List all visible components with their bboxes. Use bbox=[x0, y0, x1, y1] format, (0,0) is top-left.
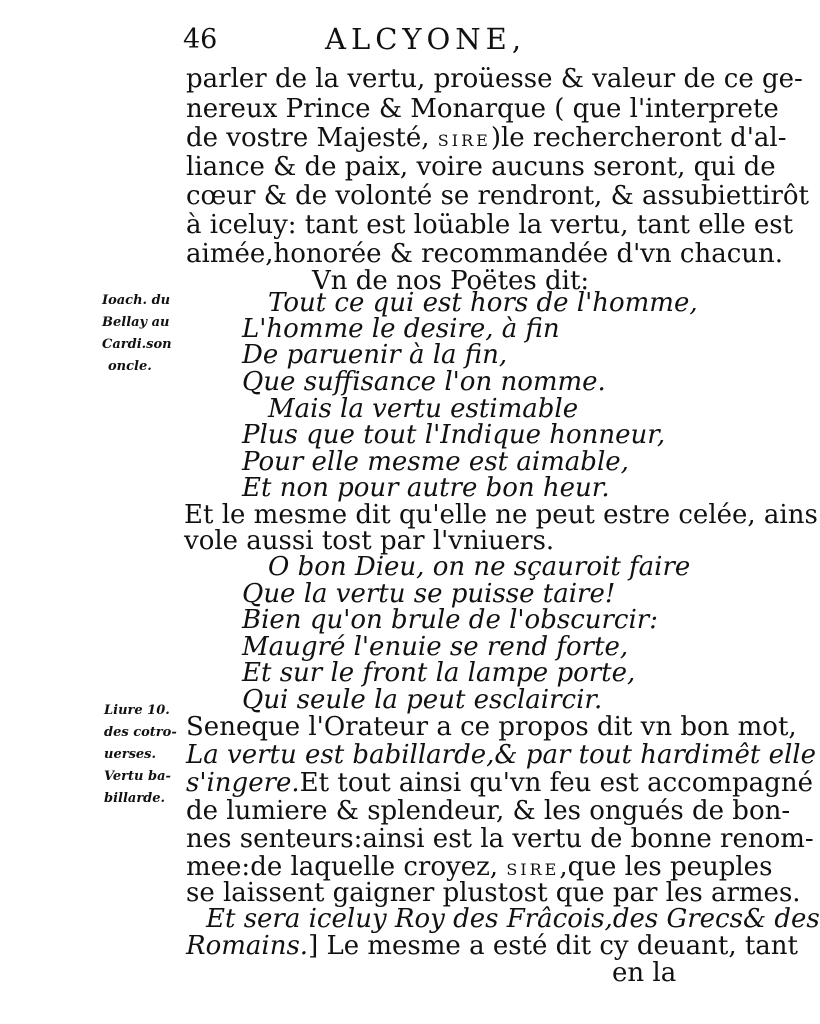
margin-note-line: Cardi.son bbox=[102, 337, 172, 352]
verse-line: Mais la vertu estimable bbox=[268, 394, 579, 424]
poet-intro: Vn de nos Poëtes dit: bbox=[312, 266, 590, 296]
margin-note-line: des cotro- bbox=[104, 725, 177, 740]
verse-line: Et sur le front la lampe porte, bbox=[242, 658, 636, 688]
text-line: cœur & de volonté se rendront, & assubiettirôt bbox=[186, 181, 809, 211]
verse-line: Maugré l'enuie se rend forte, bbox=[242, 632, 629, 662]
verse-line: Tout ce qui est hors de l'homme, bbox=[268, 288, 698, 318]
page-header bbox=[183, 20, 663, 60]
text-line: Romains.] Le mesme a esté dit cy deuant, tant bbox=[186, 931, 798, 961]
text-line: de lumiere & splendeur, & les ongués de bon- bbox=[186, 796, 791, 826]
margin-note-line: Ioach. du bbox=[102, 293, 171, 308]
verse-line: Qui seule la peut esclaircir. bbox=[242, 685, 603, 715]
running-title: ALCYONE, bbox=[325, 22, 527, 56]
verse-line: Bien qu'on brule de l'obscurcir: bbox=[242, 605, 658, 635]
verse-line: De paruenir à la fin, bbox=[242, 340, 508, 370]
verse-line: O bon Dieu, on ne sçauroit faire bbox=[268, 552, 691, 582]
margin-note-line: Vertu ba- bbox=[104, 769, 171, 784]
text-line: mee:de laquelle croyez, SIRE,que les peuples bbox=[186, 852, 773, 882]
text-line: nes senteurs:ainsi est la vertu de bonne renom- bbox=[186, 824, 814, 854]
quote-line: Et sera iceluy Roy des Frâcois,des Grecs& des bbox=[206, 904, 820, 934]
margin-note-line: billarde. bbox=[104, 791, 166, 806]
margin-note-line: oncle. bbox=[108, 359, 152, 374]
text-line: à iceluy: tant est loüable la vertu, tant elle est bbox=[186, 210, 794, 240]
sire-smallcaps: SIRE bbox=[506, 860, 560, 879]
margin-note-line: Bellay au bbox=[102, 315, 170, 330]
text-line: Et le mesme dit qu'elle ne peut estre celée, ains bbox=[184, 500, 818, 530]
text-line: parler de la vertu, proüesse & valeur de ce ge- bbox=[186, 64, 803, 94]
text-line: nereux Prince & Monarque ( que l'interprete bbox=[186, 94, 779, 124]
verse-line: Plus que tout l'Indique honneur, bbox=[242, 420, 666, 450]
text-line: vole aussi tost par l'vniuers. bbox=[184, 526, 555, 556]
page-number: 46 bbox=[183, 24, 218, 55]
catchword: en la bbox=[612, 958, 677, 988]
verse-line: L'homme le desire, à fin bbox=[242, 314, 560, 344]
margin-note-line: uerses. bbox=[104, 747, 157, 762]
text-line: Seneque l'Orateur a ce propos dit vn bon mot, bbox=[186, 712, 797, 742]
sire-smallcaps: SIRE bbox=[437, 131, 491, 150]
verse-line: Pour elle mesme est aimable, bbox=[242, 447, 629, 477]
text-line: aimée,honorée & recommandée d'vn chacun. bbox=[186, 239, 784, 269]
text-line: de vostre Majesté, SIRE)le rechercheront d'al- bbox=[186, 123, 787, 153]
verse-line: Et non pour autre bon heur. bbox=[242, 473, 610, 503]
verse-line: Que la vertu se puisse taire! bbox=[242, 579, 616, 609]
text-line: liance & de paix, voire aucuns seront, qui de bbox=[186, 152, 776, 182]
margin-note-line: Liure 10. bbox=[104, 703, 170, 718]
quote-line: La vertu est babillarde,& par tout hardimêt elle bbox=[186, 740, 816, 770]
verse-line: Que suffisance l'on nomme. bbox=[242, 367, 606, 397]
text-line: s'ingere.Et tout ainsi qu'vn feu est accompagné bbox=[186, 768, 813, 798]
text-line: se laissent gaigner plustost que par les armes. bbox=[186, 878, 801, 908]
